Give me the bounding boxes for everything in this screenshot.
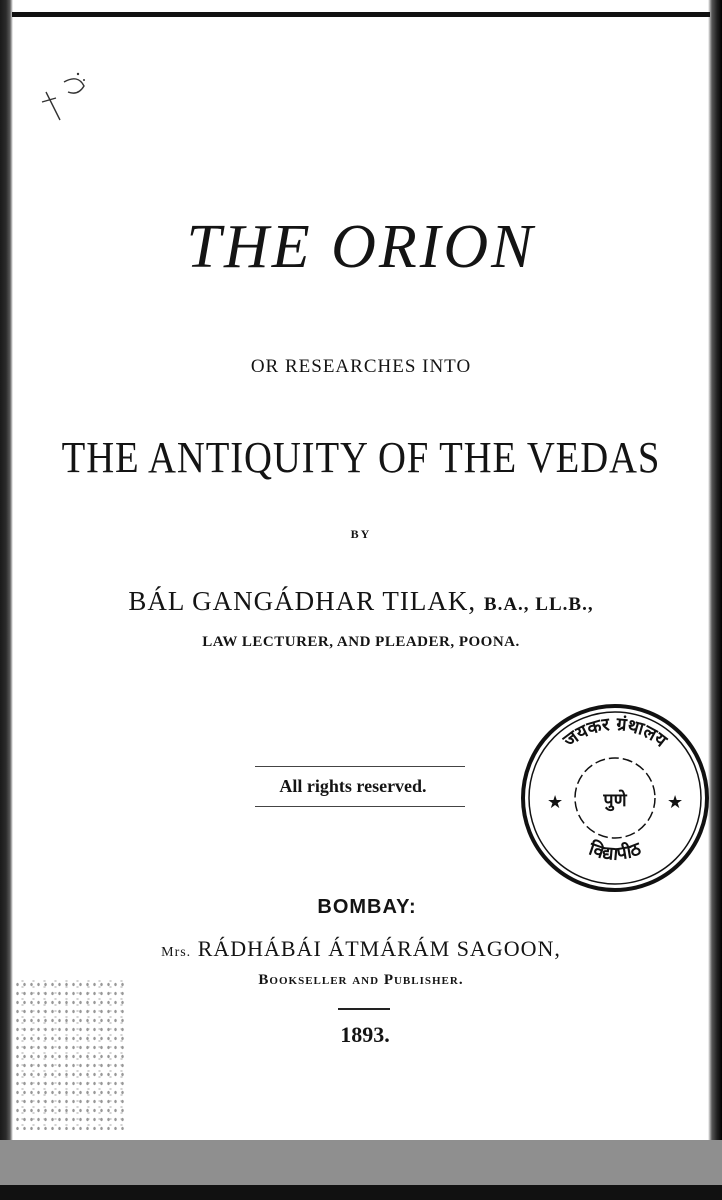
author-name: BÁL GANGÁDHAR TILAK, (128, 586, 477, 616)
pencil-mark (38, 62, 98, 132)
author-role: LAW LECTURER, AND PLEADER, POONA. (202, 634, 520, 650)
stamp-star-right-icon: ★ (667, 792, 684, 813)
year-rule (338, 1008, 390, 1010)
stamp-star-left-icon: ★ (547, 792, 564, 813)
author-line (0, 586, 722, 617)
rights-rule-bottom (255, 806, 465, 807)
publisher-name: RÁDHÁBÁI ÁTMÁRÁM SAGOON, (197, 936, 561, 961)
scan-bottom-band (0, 1140, 722, 1185)
author-degrees: B.A., LL.B., (483, 594, 594, 615)
book-main-title: THE ANTIQUITY OF THE VEDAS (61, 433, 661, 482)
publisher-line (0, 936, 722, 962)
imprint-city: BOMBAY: (317, 896, 417, 918)
scan-speckle-noise (14, 980, 124, 1130)
library-stamp (517, 700, 713, 896)
stamp-bottom-text: विद्यापीठ (586, 838, 644, 865)
scan-top-border (12, 12, 710, 17)
stamp-center-text: पुणे (603, 790, 627, 811)
publication-year: 1893. (340, 1022, 390, 1047)
rights-rule-top (255, 766, 465, 767)
publisher-prefix: Mrs. (161, 945, 192, 960)
rights-notice: All rights reserved. (279, 776, 427, 796)
book-title: THE ORION (186, 213, 536, 281)
publisher-role: Bookseller and Publisher. (258, 972, 464, 988)
book-subtitle: OR RESEARCHES INTO (250, 356, 472, 377)
by-line: BY (350, 527, 372, 541)
scan-bottom-edge (0, 1185, 722, 1200)
stamp-top-text: जयकर ग्रंथालय (559, 713, 671, 752)
